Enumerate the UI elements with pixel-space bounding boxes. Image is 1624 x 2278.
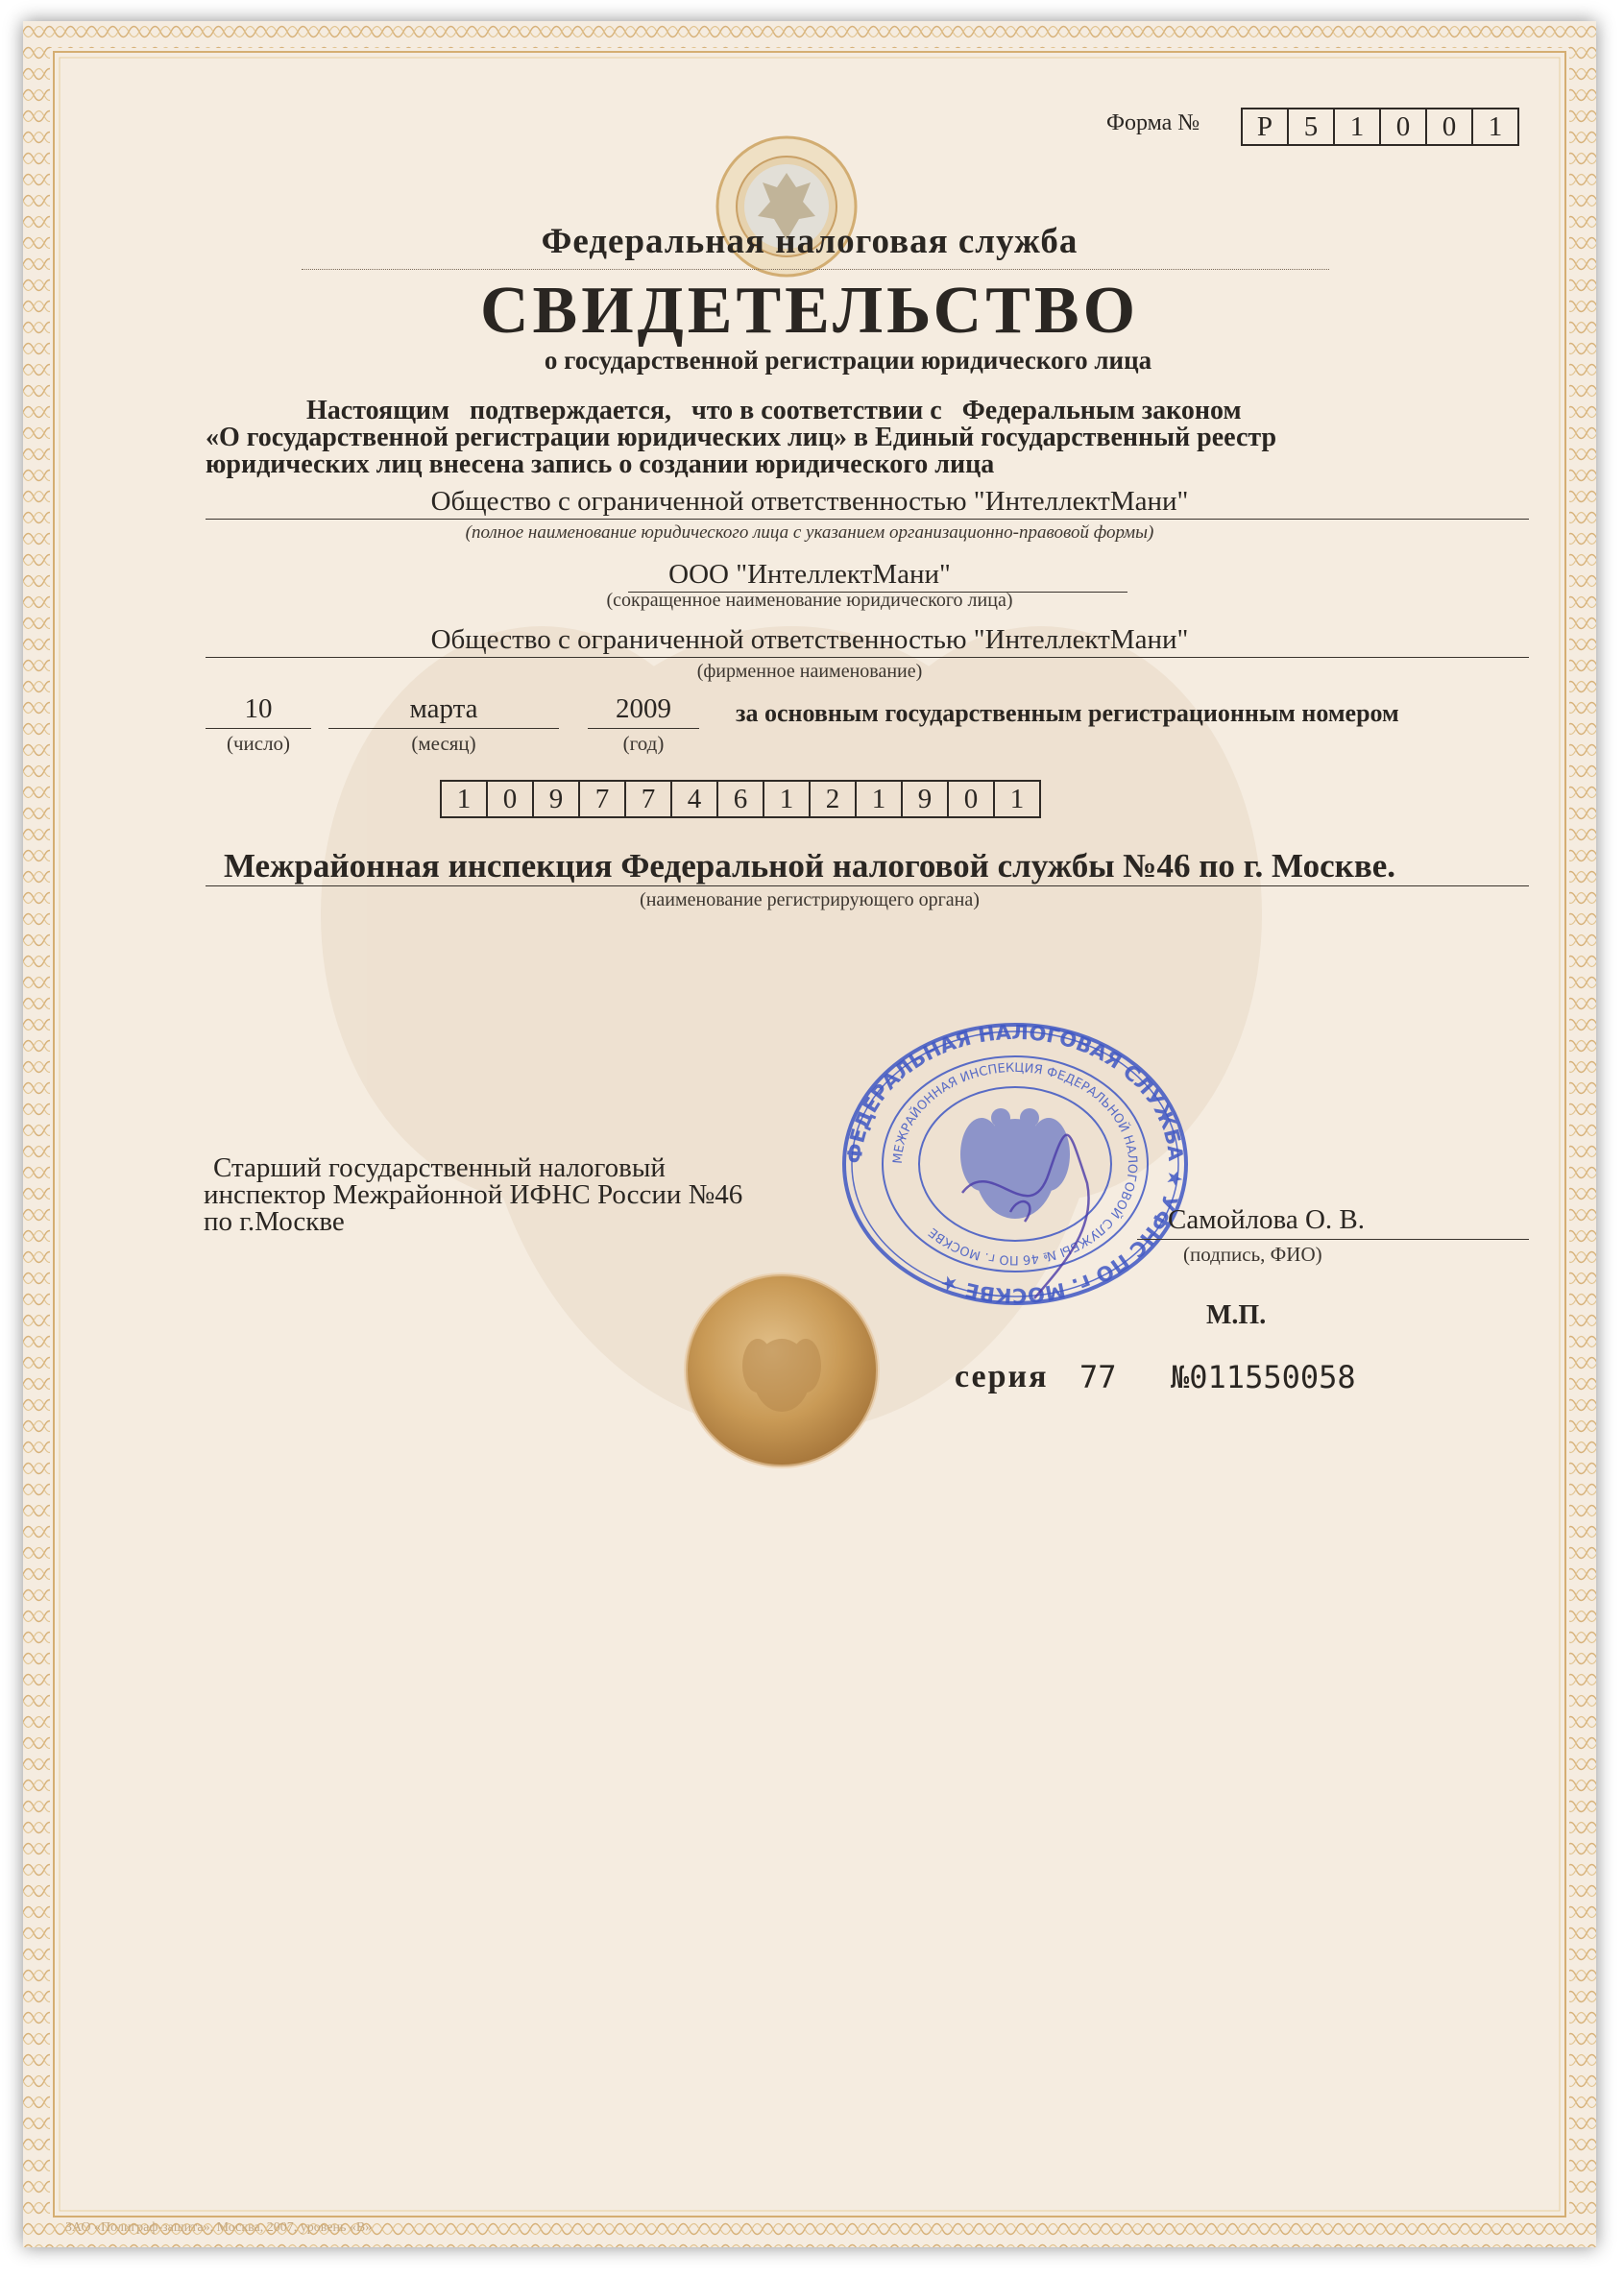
stamp-outer-text: ФЕДЕРАЛЬНАЯ НАЛОГОВАЯ СЛУЖБА ★ УФНС ПО г. МОСКВЕ ★ xyxy=(842,1020,1188,1308)
date-month: марта xyxy=(409,693,478,724)
date-year: 2009 xyxy=(616,693,671,724)
date-day: 10 xyxy=(244,693,273,724)
date-day-caption: (число) xyxy=(226,732,291,755)
date-year-line xyxy=(588,693,699,729)
signatory-line-1: Старший государственный налоговый xyxy=(213,1152,666,1183)
series-value: 77 xyxy=(1079,1359,1117,1395)
certificate-sheet xyxy=(23,21,1596,2247)
gold-seal-icon xyxy=(681,1270,883,1471)
authority-name: Межрайонная инспекция Федеральной налоговой службы №46 по г. Москве. xyxy=(223,847,1396,885)
intro-line-2: «О государственной регистрации юридических лиц» в Единый государственный реестр xyxy=(206,423,1277,452)
digit-box: 2 xyxy=(811,782,857,816)
digit-box: 9 xyxy=(534,782,580,816)
signatory-name: Самойлова О. В. xyxy=(1168,1204,1366,1235)
official-stamp-icon xyxy=(828,1010,1202,1318)
digit-box: 6 xyxy=(718,782,764,816)
digit-box: 7 xyxy=(626,782,672,816)
intro-line-1: Настоящим подтверждается, что в соответствии с Федеральным законом xyxy=(306,396,1242,425)
form-label: Форма № xyxy=(1106,110,1200,135)
agency-underline xyxy=(302,269,1329,270)
printer-imprint: ЗАО «Полиграф-защита», Москва, 2007, уровень «В» xyxy=(65,2220,373,2235)
agency-name: Федеральная налоговая служба xyxy=(541,222,1079,261)
full-name-value: Общество с ограниченной ответственностью "ИнтеллектМани" xyxy=(430,486,1189,517)
document-subtitle: о государственной регистрации юридического лица xyxy=(544,346,1152,375)
full-name-caption: (полное наименование юридического лица с указанием организационно-правовой формы) xyxy=(465,522,1154,543)
ogrn-label: за основным государственным регистрационным номером xyxy=(736,699,1399,727)
digit-box: 7 xyxy=(580,782,626,816)
signatory-line-2: инспектор Межрайонной ИФНС России №46 xyxy=(204,1179,743,1210)
digit-box: 1 xyxy=(1488,111,1503,142)
authority-line xyxy=(206,847,1529,886)
date-month-line xyxy=(328,693,559,729)
signatory-line-3: по г.Москве xyxy=(204,1206,345,1237)
authority-caption: (наименование регистрирующего органа) xyxy=(640,889,980,910)
digit-box: 4 xyxy=(672,782,718,816)
digit-box: 1 xyxy=(1009,784,1025,814)
stamp-inner-text: МЕЖРАЙОННАЯ ИНСПЕКЦИЯ ФЕДЕРАЛЬНОЙ НАЛОГОВОЙ СЛУЖБЫ № 46 ПО г. МОСКВЕ xyxy=(890,1060,1140,1268)
digit-box: 1 xyxy=(442,782,488,816)
stamp-eagle xyxy=(960,1108,1070,1219)
date-year-caption: (год) xyxy=(622,732,665,755)
signature-line xyxy=(1137,1204,1529,1240)
short-name-value: ООО "ИнтеллектМани" xyxy=(668,559,951,590)
brand-name-line xyxy=(206,624,1529,658)
digit-box: 0 xyxy=(949,782,995,816)
series-number: №011550058 xyxy=(1171,1359,1356,1395)
digit-box: 0 xyxy=(1381,109,1427,144)
short-name-line xyxy=(628,559,1127,593)
digit-box: 1 xyxy=(764,782,811,816)
date-day-line xyxy=(206,693,311,729)
signature-caption: (подпись, ФИО) xyxy=(1183,1243,1322,1266)
brand-name-value: Общество с ограниченной ответственностью "ИнтеллектМани" xyxy=(430,624,1189,655)
short-name-caption: (сокращенное наименование юридического лица) xyxy=(606,590,1013,611)
digit-box: 0 xyxy=(1427,109,1473,144)
seal-place-label: М.П. xyxy=(1206,1300,1267,1330)
series-label: серия xyxy=(955,1359,1049,1394)
digit-box: 5 xyxy=(1289,109,1335,144)
document-title: СВИДЕТЕЛЬСТВО xyxy=(479,274,1140,348)
form-code-boxes xyxy=(1241,108,1519,146)
date-month-caption: (месяц) xyxy=(411,732,476,755)
intro-line-3: юридических лиц внесена запись о создании юридического лица xyxy=(206,449,995,479)
digit-box: 1 xyxy=(1335,109,1381,144)
digit-box: 1 xyxy=(857,782,903,816)
digit-box: 0 xyxy=(488,782,534,816)
full-name-line xyxy=(206,486,1529,520)
digit-box: 9 xyxy=(903,782,949,816)
digit-box: Р xyxy=(1243,109,1289,144)
ogrn-number-boxes xyxy=(440,780,1041,818)
brand-name-caption: (фирменное наименование) xyxy=(696,661,923,682)
